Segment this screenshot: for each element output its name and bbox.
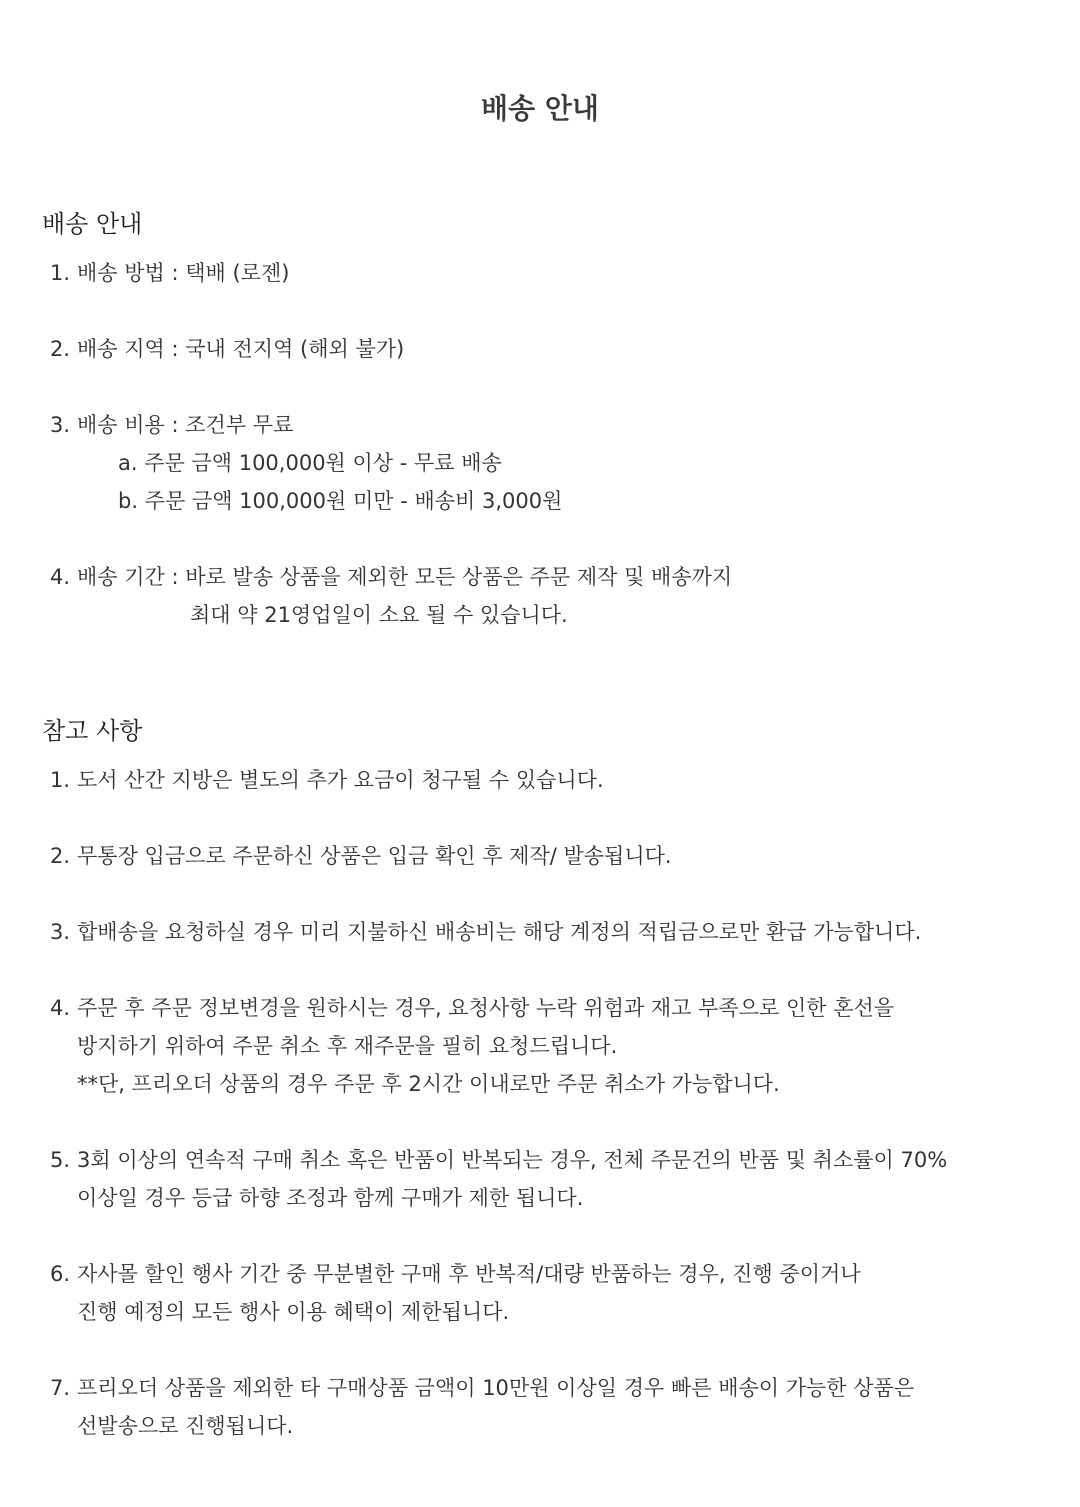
item-subline-b: b. 주문 금액 100,000원 미만 - 배송비 3,000원: [118, 489, 563, 513]
item-number: 3.: [50, 413, 71, 437]
notes-heading: 참고 사항: [42, 717, 143, 745]
item-number: 2.: [50, 337, 71, 361]
item-number: 1.: [50, 768, 71, 792]
item-text: 배송 기간 : 바로 발송 상품을 제외한 모든 상품은 주문 제작 및 배송까지: [77, 565, 733, 589]
notes-item-1: [42, 761, 1042, 799]
item-text: 배송 방법 : 택배 (로젠): [77, 261, 290, 285]
shipping-item-4: [42, 558, 1042, 634]
item-number: 2.: [50, 844, 71, 868]
notes-item-4: [42, 989, 1042, 1103]
item-number: 4.: [50, 996, 71, 1020]
item-text: 무통장 입금으로 주문하신 상품은 입금 확인 후 제작/ 발송됩니다.: [77, 844, 672, 868]
shipping-heading: 배송 안내: [42, 210, 143, 238]
item-text-continued: 이상일 경우 등급 하향 조정과 함께 구매가 제한 됩니다.: [77, 1186, 584, 1210]
item-text-continued: 최대 약 21영업일이 소요 될 수 있습니다.: [190, 603, 568, 627]
notes-item-5: [42, 1141, 1042, 1217]
item-text-continued: 방지하기 위하여 주문 취소 후 재주문을 필히 요청드립니다.: [77, 1034, 618, 1058]
item-number: 1.: [50, 261, 71, 285]
notes-item-3: [42, 913, 1042, 951]
item-text: 도서 산간 지방은 별도의 추가 요금이 청구될 수 있습니다.: [77, 768, 604, 792]
item-text: 프리오더 상품을 제외한 타 구매상품 금액이 10만원 이상일 경우 빠른 배송이 가능한 상품은: [77, 1376, 915, 1400]
shipping-item-1: [42, 254, 1042, 292]
item-text: 배송 지역 : 국내 전지역 (해외 불가): [77, 337, 405, 361]
item-text: 자사몰 할인 행사 기간 중 무분별한 구매 후 반복적/대량 반품하는 경우, 진행 중이거나: [77, 1262, 861, 1286]
item-text: 합배송을 요청하실 경우 미리 지불하신 배송비는 해당 계정의 적립금으로만 환급 가능합니다.: [77, 920, 922, 944]
item-text: 3회 이상의 연속적 구매 취소 혹은 반품이 반복되는 경우, 전체 주문건의 반품 및 취소률이 70%: [77, 1148, 948, 1172]
item-number: 4.: [50, 565, 71, 589]
item-text: 주문 후 주문 정보변경을 원하시는 경우, 요청사항 누락 위험과 재고 부족으로 인한 혼선을: [77, 996, 895, 1020]
notes-item-7: [42, 1369, 1042, 1445]
item-text-continued: 선발송으로 진행됩니다.: [77, 1414, 294, 1438]
item-number: 7.: [50, 1376, 71, 1400]
item-number: 5.: [50, 1148, 71, 1172]
shipping-section: [42, 204, 1042, 634]
item-number: 6.: [50, 1262, 71, 1286]
shipping-item-3: [42, 406, 1042, 520]
notes-section: [42, 711, 1042, 1445]
item-text: 배송 비용 : 조건부 무료: [77, 413, 294, 437]
item-text-continued: 진행 예정의 모든 행사 이용 혜택이 제한됩니다.: [77, 1300, 510, 1324]
item-note: **단, 프리오더 상품의 경우 주문 후 2시간 이내로만 주문 취소가 가능합니다.: [77, 1072, 780, 1096]
notes-item-2: [42, 837, 1042, 875]
notes-item-6: [42, 1255, 1042, 1331]
item-number: 3.: [50, 920, 71, 944]
item-subline-a: a. 주문 금액 100,000원 이상 - 무료 배송: [118, 451, 502, 475]
page-title: 배송 안내: [481, 91, 599, 125]
shipping-item-2: [42, 330, 1042, 368]
